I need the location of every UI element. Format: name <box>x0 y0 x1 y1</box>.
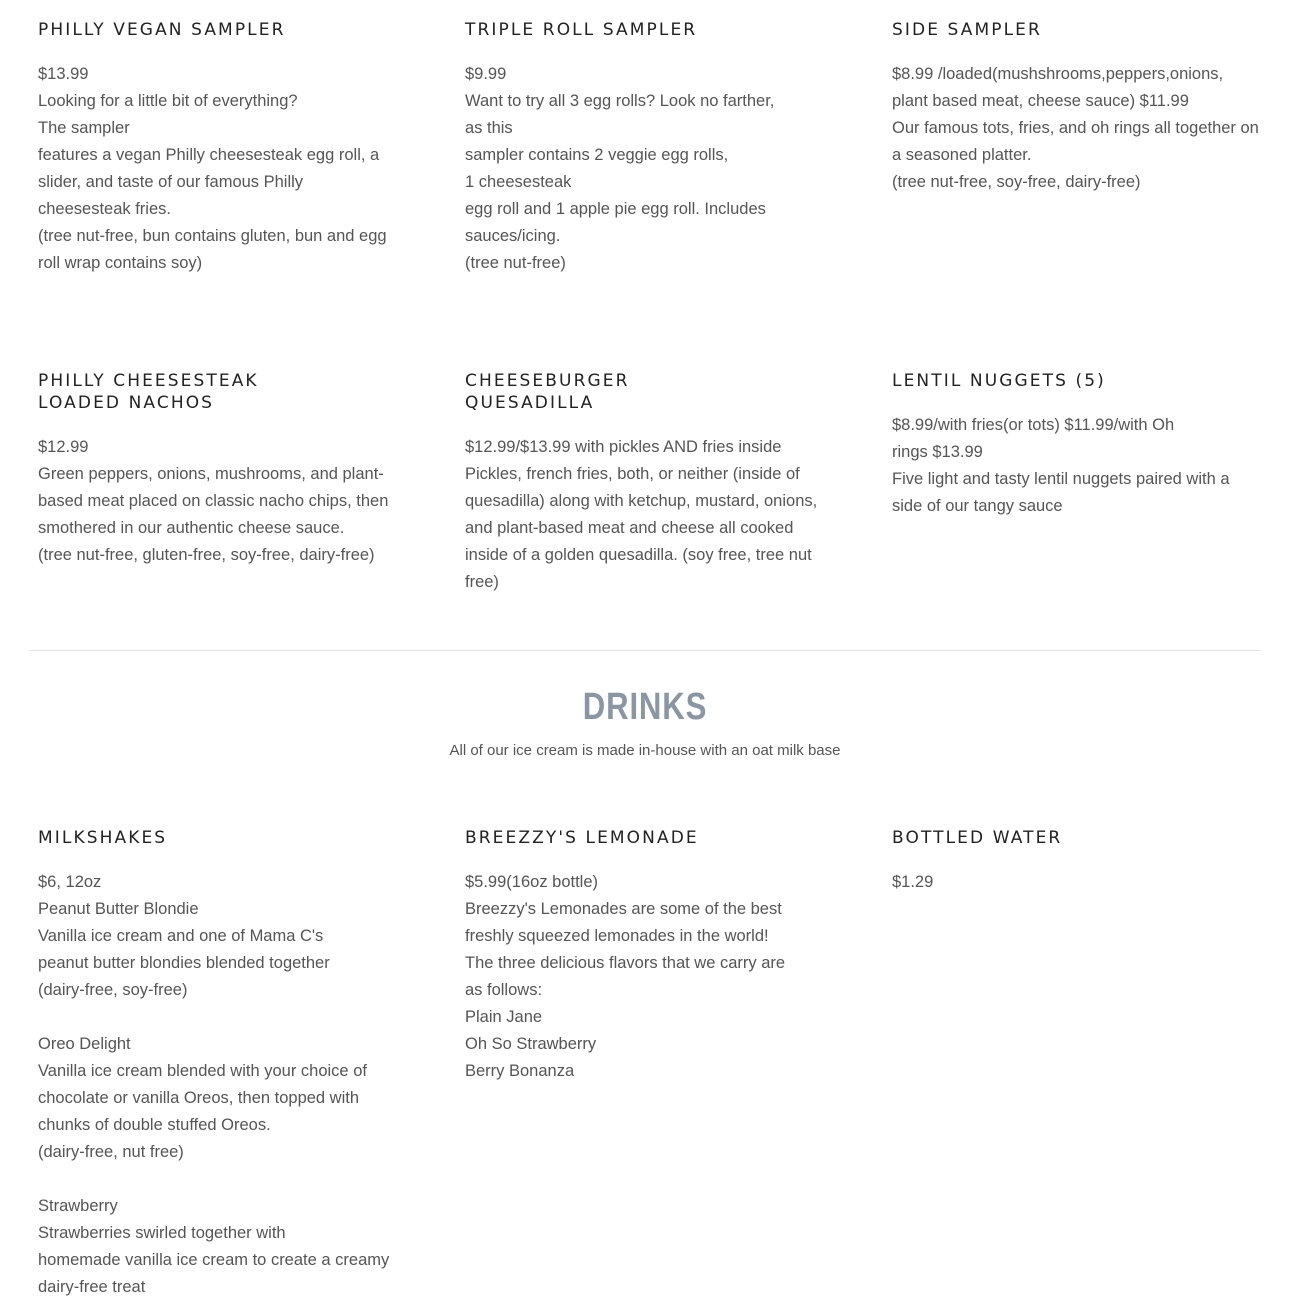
item-title: LENTIL NUGGETS (5) <box>892 371 1106 391</box>
menu-item-philly-vegan-sampler <box>38 19 408 277</box>
item-title: TRIPLE ROLL SAMPLER <box>465 20 698 40</box>
item-description: $1.29 <box>892 873 934 891</box>
item-title <box>465 370 835 414</box>
item-title: SIDE SAMPLER <box>892 20 1042 40</box>
section-divider <box>29 650 1261 651</box>
item-title-line-1: PHILLY CHEESESTEAK <box>38 371 259 391</box>
item-title <box>38 370 408 414</box>
item-description: $13.99 Looking for a little bit of everything? The sampler features a vegan Philly cheesesteak egg roll, a slider, and taste of our famous Philly cheesesteak fries. (tree nut-free, bun contains gluten, bun and egg roll wrap contains soy) <box>38 65 387 272</box>
item-description: $8.99/with fries(or tots) $11.99/with Oh rings $13.99 Five light and tasty lentil nuggets paired with a side of our tangy sauce <box>892 416 1230 515</box>
item-description: $6, 12oz Peanut Butter Blondie Vanilla ice cream and one of Mama C's peanut butter blondies blended together (dairy-free, soy-free) Oreo Delight Vanilla ice cream blended with your choice of chocolate or vanilla Oreos, then topped with chunks of double stuffed Oreos. (dairy-free, nut free) Strawberry Strawberries swirled together with homemade vanilla ice cream to create a creamy dairy-free treat <box>38 873 390 1296</box>
item-title: PHILLY VEGAN SAMPLER <box>38 20 286 40</box>
item-title: BOTTLED WATER <box>892 828 1063 848</box>
menu-item-cheeseburger-quesadilla <box>465 370 835 596</box>
menu-item-side-sampler <box>892 19 1262 196</box>
menu-item-lentil-nuggets <box>892 370 1262 520</box>
section-subtitle: All of our ice cream is made in-house with an oat milk base <box>449 742 841 759</box>
item-title-line-2: LOADED NACHOS <box>38 393 215 413</box>
menu-item-philly-cheesesteak-loaded-nachos <box>38 370 408 569</box>
item-title: MILKSHAKES <box>38 828 168 848</box>
item-description: $5.99(16oz bottle) Breezzy's Lemonades are some of the best freshly squeezed lemonades in the world! The three delicious flavors that we carry are as follows: Plain Jane Oh So Strawberry Berry Bonanza <box>465 873 786 1080</box>
menu-item-breezzys-lemonade <box>465 827 835 1085</box>
item-title: BREEZZY'S LEMONADE <box>465 828 699 848</box>
item-description: $12.99/$13.99 with pickles AND fries inside Pickles, french fries, both, or neither (inside of quesadilla) along with ketchup, mustard, onions, and plant-based meat and cheese all cooked inside of a golden quesadilla. (soy free, tree nut free) <box>465 438 818 591</box>
item-description: $9.99 Want to try all 3 egg rolls? Look no farther, as this sampler contains 2 veggie egg rolls, 1 cheesesteak egg roll and 1 apple pie egg roll. Includes sauces/icing. (tree nut-free) <box>465 65 775 272</box>
menu-item-bottled-water <box>892 827 1262 896</box>
menu-item-milkshakes <box>38 827 408 1301</box>
item-description: $8.99 /loaded(mushshrooms,peppers,onions, plant based meat, cheese sauce) $11.99 Our famous tots, fries, and oh rings all together on a seasoned platter. (tree nut-free, soy-free, dairy-free) <box>892 65 1259 191</box>
menu-item-triple-roll-sampler <box>465 19 835 277</box>
section-title-drinks: DRINKS <box>582 686 708 728</box>
item-description: $12.99 Green peppers, onions, mushrooms, and plant-based meat placed on classic nacho chips, then smothered in our authentic cheese sauce. (tree nut-free, gluten-free, soy-free, dairy-free) <box>38 438 389 564</box>
item-title-line-2: QUESADILLA <box>465 393 595 413</box>
item-title-line-1: CHEESEBURGER <box>465 371 630 391</box>
